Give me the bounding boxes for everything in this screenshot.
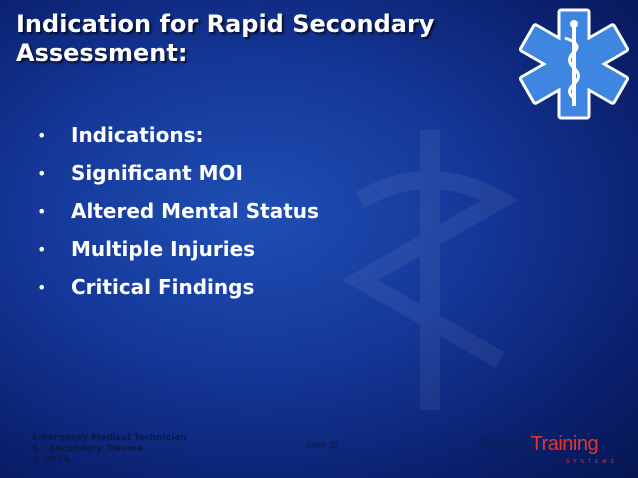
bullet-marker: • xyxy=(37,277,47,297)
star-of-life-icon xyxy=(514,4,634,124)
logo-wordmark xyxy=(478,432,628,456)
bullet-item xyxy=(35,192,319,230)
bullet-item xyxy=(35,154,319,192)
slide-number: Slide 38 xyxy=(306,440,339,450)
bullet-marker: • xyxy=(37,125,47,145)
action-training-logo xyxy=(478,432,628,472)
bullet-text: Indications: xyxy=(71,123,204,147)
bullet-text: Critical Findings xyxy=(71,275,255,299)
logo-action: Action xyxy=(478,433,531,455)
footer-module: 6 – Secondary Trauma xyxy=(32,444,144,454)
bullet-text: Significant MOI xyxy=(71,161,243,185)
bullet-marker: • xyxy=(37,239,47,259)
logo-subtitle: SYSTEMS xyxy=(566,459,618,465)
bullet-marker: • xyxy=(37,163,47,183)
watermark-caduceus xyxy=(300,120,560,420)
bullet-text: Altered Mental Status xyxy=(71,199,319,223)
bullet-item xyxy=(35,268,319,306)
bullet-item xyxy=(35,230,319,268)
footer-course: Emergency Medical Technician xyxy=(32,433,187,443)
footer-copyright: © 2014 xyxy=(32,455,70,465)
footer-info xyxy=(32,433,187,466)
title-line-1: Indication for Rapid Secondary xyxy=(16,10,435,38)
title-line-2: Assessment: xyxy=(16,39,188,67)
bullet-marker: • xyxy=(37,201,47,221)
bullet-item xyxy=(35,116,319,154)
bullet-text: Multiple Injuries xyxy=(71,237,256,261)
slide-title xyxy=(16,10,466,68)
logo-training: Training xyxy=(530,433,599,455)
bullet-list xyxy=(35,116,319,306)
